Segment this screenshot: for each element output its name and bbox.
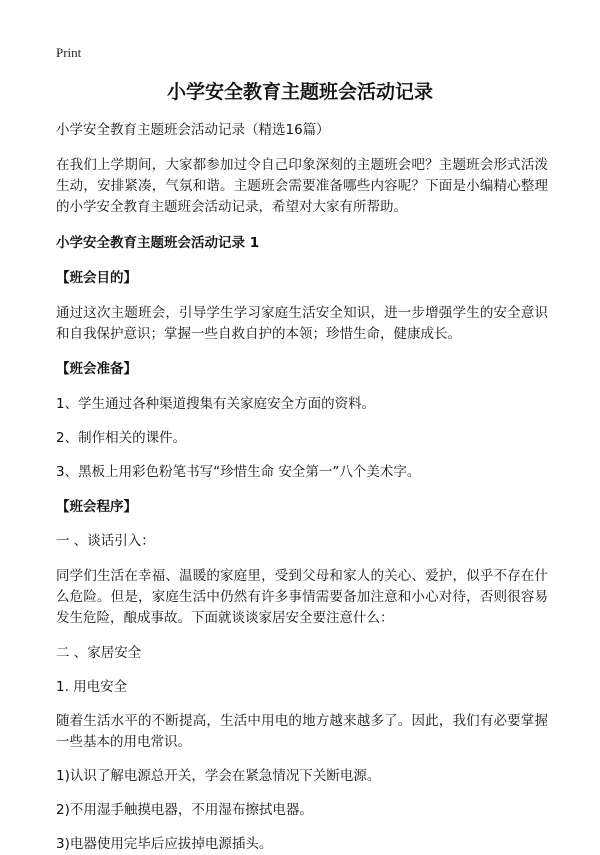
prep-item: 1、学生通过各种渠道搜集有关家庭安全方面的资料。: [56, 396, 376, 412]
electric-heading: 1. 用电安全: [56, 679, 128, 695]
purpose-heading: 【班会目的】: [56, 270, 137, 286]
electric-paragraph: 随着生活水平的不断提高，生活中用电的地方越来越多了。因此，我们有必要掌握一些基本的用电常识。: [56, 713, 548, 750]
part2-heading: 二 、家居安全: [56, 645, 142, 661]
prep-heading: 【班会准备】: [56, 361, 137, 377]
prep-item: 2、制作相关的课件。: [56, 430, 187, 446]
part1-heading: 一 、谈话引入：: [56, 533, 155, 549]
article-subtitle: 小学安全教育主题班会活动记录（精选16篇）: [56, 122, 330, 138]
print-link[interactable]: Print: [56, 45, 82, 60]
part1-paragraph: 同学们生活在幸福、温暖的家庭里，受到父母和家人的关心、爱护，似乎不存在什么危险。但是，家庭生活中仍然有许多事情需要备加注意和小心对待，否则很容易发生危险，酿成事故。下面就谈谈家居安全要注意什么：: [56, 568, 548, 626]
electric-item: 3)电器使用完毕后应拔掉电源插头。: [56, 836, 273, 852]
article-body: [56, 120, 548, 855]
intro-paragraph: 在我们上学期间，大家都参加过令自己印象深刻的主题班会吧？主题班会形式活泼生动，安排紧凑，气氛和谐。主题班会需要准备哪些内容呢？下面是小编精心整理的小学安全教育主题班会活动记录，希望对大家有所帮助。: [56, 157, 548, 215]
electric-item: 2)不用湿手触摸电器，不用湿布擦拭电器。: [56, 802, 313, 818]
record-heading: 小学安全教育主题班会活动记录 1: [56, 235, 260, 251]
prep-item: 3、黑板上用彩色粉笔书写“珍惜生命 安全第一”八个美术字。: [56, 464, 421, 480]
page-title: 小学安全教育主题班会活动记录: [166, 81, 433, 103]
electric-item: 1)认识了解电源总开关，学会在紧急情况下关断电源。: [56, 768, 381, 784]
procedure-heading: 【班会程序】: [56, 499, 137, 515]
purpose-paragraph: 通过这次主题班会，引导学生学习家庭生活安全知识，进一步增强学生的安全意识和自我保护意识；掌握一些自救自护的本领；珍惜生命，健康成长。: [56, 305, 548, 342]
